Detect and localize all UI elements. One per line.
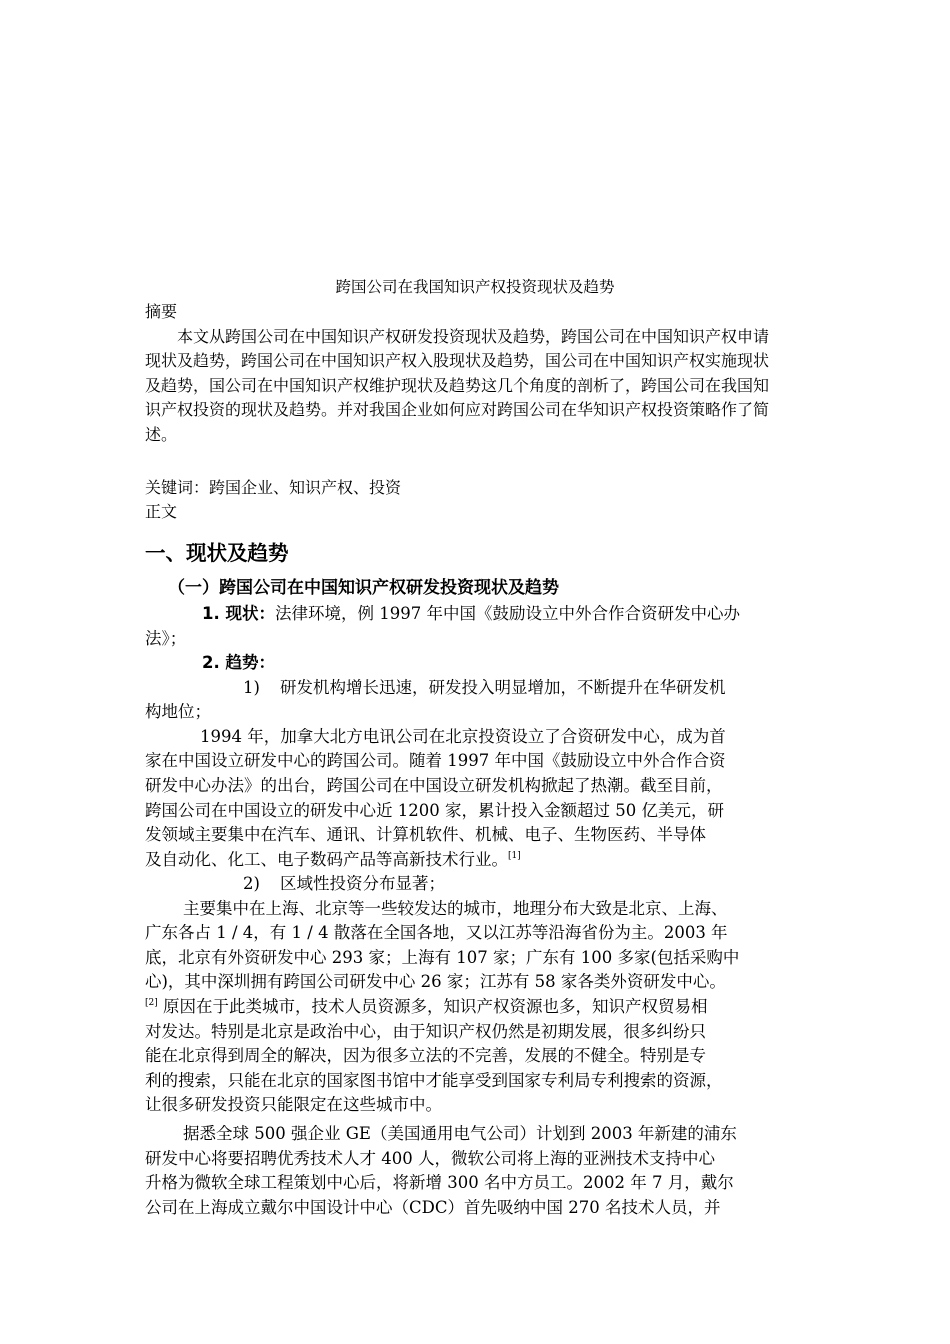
item-2-label: 2. 趋势：	[202, 653, 275, 672]
item-1-text: 法律环境，例 1997 年中国《鼓励设立中外合作合资研发中心办	[275, 604, 740, 623]
section-heading: 一、现状及趋势	[145, 541, 289, 565]
paragraph-line	[145, 848, 521, 872]
paragraph-line: 跨国公司在中国设立的研发中心近 1200 家，累计投入金额超过 50 亿美元，研	[145, 801, 724, 820]
paragraph-line: 1994 年，加拿大北方电讯公司在北京投资设立了合资研发中心，成为首	[200, 727, 726, 746]
item-1-label: 1. 现状：	[202, 604, 275, 623]
paragraph-line: 让很多研发投资只能限定在这些城市中。	[145, 1095, 442, 1114]
item-1-continuation: 法》；	[145, 629, 187, 648]
abstract-line: 识产权投资的现状及趋势。并对我国企业如何应对跨国公司在华知识产权投资策略作了简	[145, 400, 770, 419]
paragraph-line: 升格为微软全球工程策划中心后，将新增 300 名中方员工。2002 年 7 月，戴尔	[145, 1173, 734, 1192]
abstract-line: 现状及趋势，跨国公司在中国知识产权入股现状及趋势，国公司在中国知识产权实施现状	[145, 351, 770, 370]
abstract-label: 摘要	[145, 302, 178, 321]
paragraph-text: 及自动化、化工、电子数码产品等高新技术行业。	[145, 850, 508, 869]
paragraph-line	[145, 995, 708, 1019]
abstract-line: 本文从跨国公司在中国知识产权研发投资现状及趋势，跨国公司在中国知识产权申请	[177, 327, 770, 346]
paragraph-line: 底，北京有外资研发中心 293 家；上海有 107 家；广东有 100 多家(包括采购中	[145, 948, 740, 967]
paragraph-line: 家在中国设立研发中心的跨国公司。随着 1997 年中国《鼓励设立中外合作合资	[145, 751, 726, 770]
paragraph-line: 心)，其中深圳拥有跨国公司研发中心 26 家；江苏有 58 家各类外资研发中心。	[145, 972, 726, 991]
paragraph-line: 广东各占 1 / 4，有 1 / 4 散落在全国各地，又以江苏等沿海省份为主。2003 年	[145, 923, 728, 942]
document-title: 跨国公司在我国知识产权投资现状及趋势	[335, 278, 615, 296]
paragraph-line: 能在北京得到周全的解决，因为很多立法的不完善，发展的不健全。特别是专	[145, 1046, 706, 1065]
subsection-heading: （一）跨国公司在中国知识产权研发投资现状及趋势	[168, 578, 559, 598]
sub-item-2-text: 区域性投资分布显著；	[280, 874, 445, 893]
abstract-line: 及趋势，国公司在中国知识产权维护现状及趋势这几个角度的剖析了，跨国公司在我国知	[145, 376, 770, 395]
paragraph-line: 对发达。特别是北京是政治中心，由于知识产权仍然是初期发展，很多纠纷只	[145, 1022, 706, 1041]
paragraph-line: 研发中心将要招聘优秀技术人才 400 人，微软公司将上海的亚洲技术支持中心	[145, 1149, 715, 1168]
paragraph-line: 研发中心办法》的出台，跨国公司在中国设立研发机构掀起了热潮。截至目前，	[145, 776, 723, 795]
sub-item-1-number: 1)	[243, 678, 260, 697]
paragraph-line: 发领域主要集中在汽车、通讯、计算机软件、机械、电子、生物医药、半导体	[145, 825, 706, 844]
sub-item-1-text: 研发机构增长迅速，研发投入明显增加，不断提升在华研发机	[280, 678, 726, 697]
sub-item-1-continuation: 构地位；	[145, 702, 211, 721]
body-label: 正文	[145, 502, 178, 521]
reference-marker: [2]	[145, 998, 158, 1008]
paragraph-line: 主要集中在上海、北京等一些较发达的城市，地理分布大致是北京、上海、	[183, 899, 728, 918]
abstract-line: 述。	[145, 425, 178, 444]
paragraph-line: 公司在上海成立戴尔中国设计中心（CDC）首先吸纳中国 270 名技术人员，并	[145, 1198, 721, 1217]
item-1	[202, 602, 740, 626]
paragraph-line: 据悉全球 500 强企业 GE（美国通用电气公司）计划到 2003 年新建的浦东	[183, 1124, 737, 1143]
paragraph-text: 原因在于此类城市，技术人员资源多，知识产权资源也多，知识产权贸易相	[157, 997, 708, 1016]
paragraph-line: 利的搜索，只能在北京的国家图书馆中才能享受到国家专利局专利搜索的资源，	[145, 1071, 723, 1090]
reference-marker: [1]	[508, 851, 521, 861]
sub-item-2-number: 2)	[243, 874, 260, 893]
keywords: 关键词：跨国企业、知识产权、投资	[145, 478, 402, 497]
